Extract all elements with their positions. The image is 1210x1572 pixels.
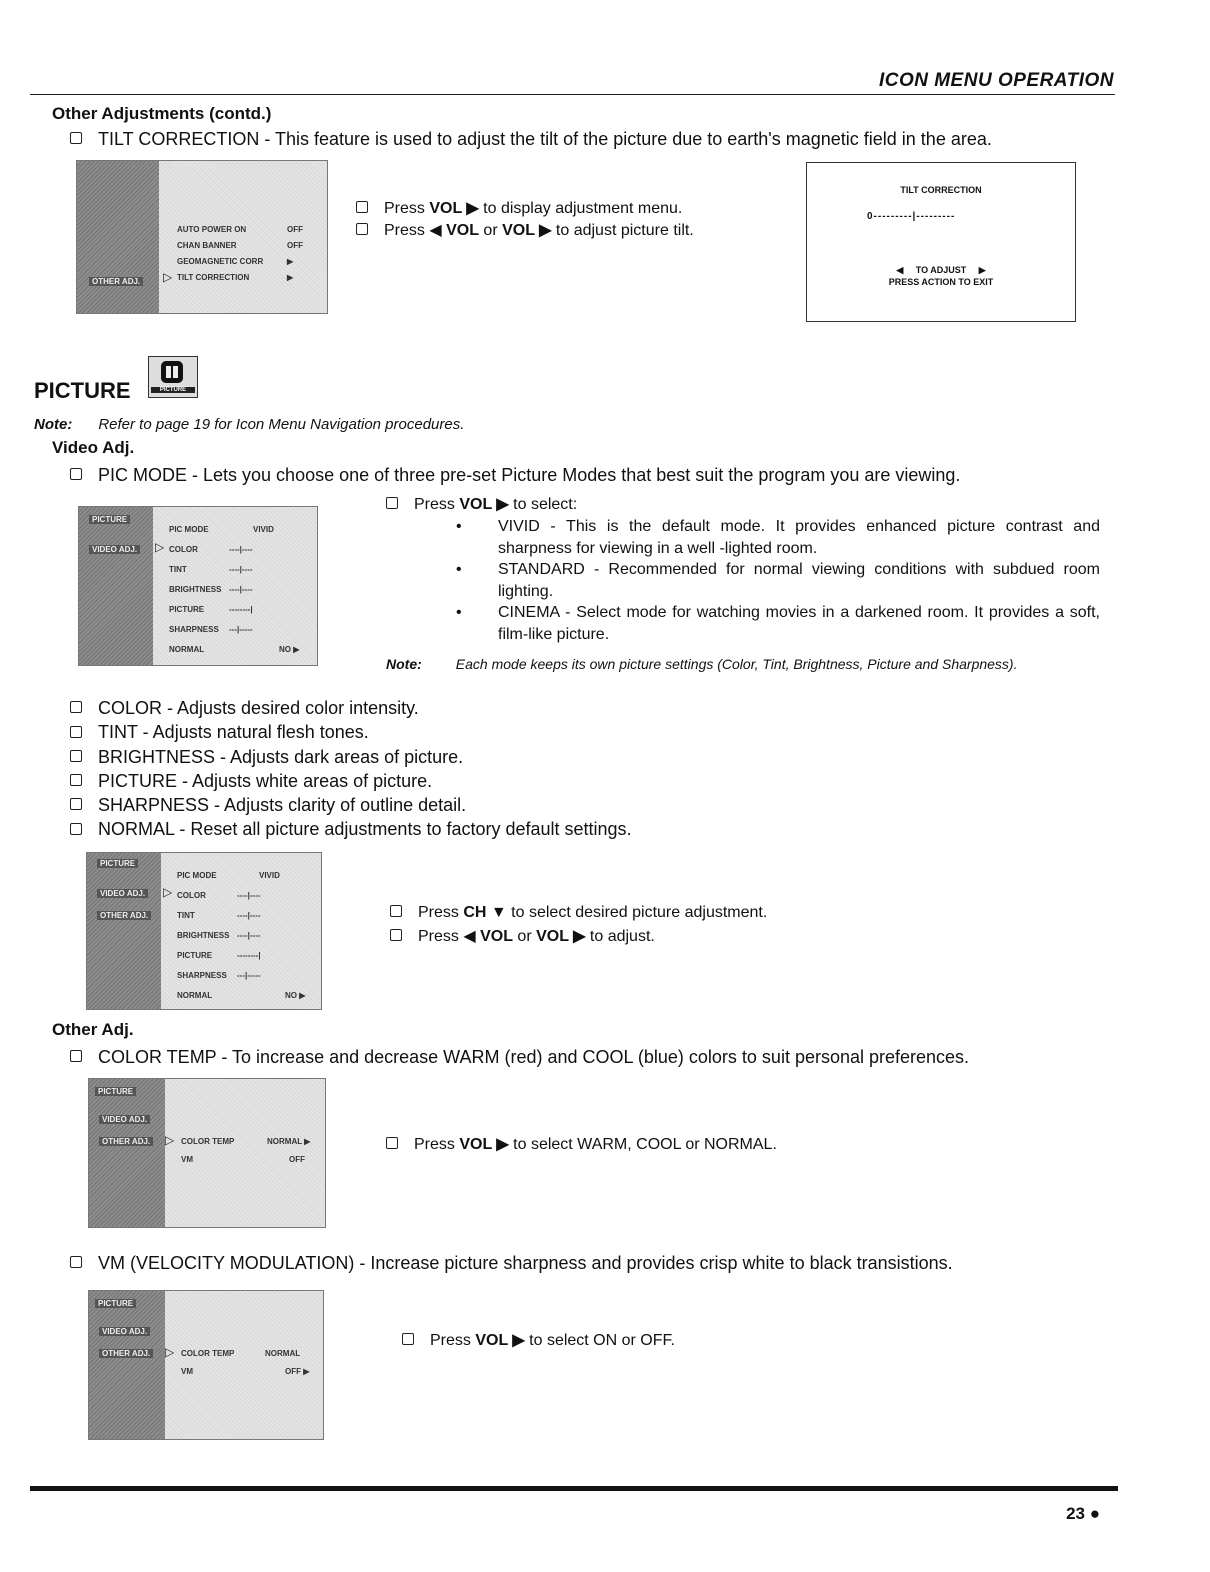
other-adjustments-heading: Other Adjustments (contd.) bbox=[52, 104, 272, 123]
menu-value: ▶ bbox=[287, 273, 294, 282]
other-adj-heading: Other Adj. bbox=[52, 1020, 134, 1039]
checkbox-icon bbox=[70, 774, 82, 786]
menu-value: NO ▶ bbox=[279, 645, 300, 654]
menu-item: TILT CORRECTION bbox=[177, 273, 250, 282]
checkbox-icon bbox=[390, 905, 402, 917]
menu-item: PICTURE bbox=[169, 605, 205, 614]
video-adj-heading: Video Adj. bbox=[52, 438, 135, 457]
adjust-item-normal: NORMAL - Reset all picture adjustments to factory default settings. bbox=[70, 817, 632, 841]
menu-item: COLOR TEMP bbox=[181, 1137, 235, 1146]
menu-item: COLOR TEMP bbox=[181, 1349, 235, 1358]
checkbox-icon bbox=[70, 468, 82, 480]
checkbox-icon bbox=[390, 929, 402, 941]
checkbox-icon bbox=[70, 823, 82, 835]
color-temp-item: COLOR TEMP - To increase and decrease WARM (red) and COOL (blue) colors to suit personal preferences. bbox=[70, 1046, 969, 1068]
vm-item: VM (VELOCITY MODULATION) - Increase picture sharpness and provides crisp white to black transistions. bbox=[70, 1252, 953, 1274]
menu-left-item: VIDEO ADJ. bbox=[97, 889, 148, 898]
mode-note: Note: Each mode keeps its own picture settings (Color, Tint, Brightness, Picture and Sharpness). bbox=[386, 656, 1018, 672]
vm-step: Press VOL ▶ to select ON or OFF. bbox=[402, 1330, 675, 1352]
adjustment-list bbox=[70, 696, 632, 842]
menu-left-item: VIDEO ADJ. bbox=[89, 545, 140, 554]
picture-adjust-screenshot bbox=[86, 852, 322, 1010]
menu-value: ---|----- bbox=[229, 625, 253, 634]
checkbox-icon bbox=[356, 223, 368, 235]
menu-left-item: VIDEO ADJ. bbox=[99, 1327, 150, 1336]
menu-value: NORMAL bbox=[265, 1349, 301, 1358]
header-rule bbox=[30, 94, 1115, 95]
checkbox-icon bbox=[70, 1050, 82, 1062]
tilt-menu-screenshot bbox=[76, 160, 328, 314]
mode-item-cinema: • CINEMA - Select mode for watching movies in a darkened room. It provides a soft, film-like picture. bbox=[456, 604, 1100, 643]
menu-item: PIC MODE bbox=[169, 525, 209, 534]
checkbox-icon bbox=[386, 497, 398, 509]
checkbox-icon bbox=[356, 201, 368, 213]
menu-value: OFF bbox=[287, 225, 303, 234]
checkbox-icon bbox=[402, 1333, 414, 1345]
menu-value: ----|---- bbox=[237, 931, 261, 940]
mode-list bbox=[456, 516, 1100, 645]
footer-rule bbox=[30, 1486, 1118, 1491]
cursor-arrow-icon: ▷ bbox=[155, 540, 165, 554]
tilt-step-1: Press VOL ▶ to display adjustment menu. bbox=[356, 198, 682, 220]
menu-left-item: OTHER ADJ. bbox=[97, 911, 151, 920]
menu-value: VIVID bbox=[259, 871, 280, 880]
menu-value: ---|----- bbox=[237, 971, 261, 980]
menu-tab: PICTURE bbox=[89, 515, 130, 524]
menu-item: PICTURE bbox=[177, 951, 213, 960]
menu-value: OFF ▶ bbox=[285, 1367, 310, 1376]
menu-value: ----|---- bbox=[229, 565, 253, 574]
menu-item: TINT bbox=[177, 911, 195, 920]
checkbox-icon bbox=[386, 1137, 398, 1149]
adjust-item-tint: TINT - Adjusts natural flesh tones. bbox=[70, 720, 632, 744]
adjust-item-brightness: BRIGHTNESS - Adjusts dark areas of picture. bbox=[70, 745, 632, 769]
menu-tab: PICTURE bbox=[97, 859, 138, 868]
section-header: ICON MENU OPERATION bbox=[878, 70, 1114, 91]
menu-item: VM bbox=[181, 1155, 193, 1164]
pic-mode-item: PIC MODE - Lets you choose one of three pre-set Picture Modes that best suit the program you are viewing. bbox=[70, 464, 960, 486]
menu-value: VIVID bbox=[253, 525, 274, 534]
adjust-item-picture: PICTURE - Adjusts white areas of picture. bbox=[70, 769, 632, 793]
menu-tab: PICTURE bbox=[95, 1087, 136, 1096]
checkbox-icon bbox=[70, 701, 82, 713]
menu-item: SHARPNESS bbox=[177, 971, 227, 980]
menu-item: PIC MODE bbox=[177, 871, 217, 880]
tilt-step-2: Press ◀ VOL or VOL ▶ to adjust picture tilt. bbox=[356, 220, 694, 242]
mode-item-standard: • STANDARD - Recommended for normal viewing conditions with subdued room lighting. bbox=[456, 561, 1100, 600]
adjust-item-sharpness: SHARPNESS - Adjusts clarity of outline detail. bbox=[70, 793, 632, 817]
menu-value: ----|---- bbox=[229, 545, 253, 554]
checkbox-icon bbox=[70, 726, 82, 738]
osd-title: TILT CORRECTION bbox=[900, 185, 982, 195]
icon-caption: PICTURE bbox=[151, 387, 195, 393]
menu-tab: PICTURE bbox=[95, 1299, 136, 1308]
osd-scale: 0---------|--------- bbox=[867, 211, 956, 222]
menu-value: ▶ bbox=[287, 257, 294, 266]
cursor-arrow-icon: ▷ bbox=[163, 270, 173, 284]
cursor-arrow-icon: ▷ bbox=[163, 885, 173, 899]
menu-item: BRIGHTNESS bbox=[177, 931, 230, 940]
menu-item: VM bbox=[181, 1367, 193, 1376]
picture-step-vol: Press ◀ VOL or VOL ▶ to adjust. bbox=[390, 926, 655, 948]
menu-item: NORMAL bbox=[177, 991, 213, 1000]
cursor-arrow-icon: ▷ bbox=[165, 1133, 175, 1147]
checkbox-icon bbox=[70, 132, 82, 144]
menu-item: SHARPNESS bbox=[169, 625, 219, 634]
color-temp-screenshot bbox=[88, 1078, 326, 1228]
tilt-correction-item: TILT CORRECTION - This feature is used to adjust the tilt of the picture due to earth's magnetic field in the area. bbox=[70, 128, 992, 150]
checkbox-icon bbox=[70, 798, 82, 810]
pic-mode-press-step: Press VOL ▶ to select: bbox=[386, 494, 577, 516]
color-temp-step: Press VOL ▶ to select WARM, COOL or NORMAL. bbox=[386, 1134, 777, 1156]
menu-item: COLOR bbox=[169, 545, 198, 554]
menu-item: GEOMAGNETIC CORR bbox=[177, 257, 264, 266]
picture-step-ch: Press CH ▼ to select desired picture adjustment. bbox=[390, 902, 767, 924]
menu-item: BRIGHTNESS bbox=[169, 585, 222, 594]
menu-item: COLOR bbox=[177, 891, 206, 900]
menu-value: OFF bbox=[287, 241, 303, 250]
menu-left-item: VIDEO ADJ. bbox=[99, 1115, 150, 1124]
picture-section-title: PICTURE bbox=[34, 378, 131, 403]
menu-value: --------| bbox=[229, 605, 253, 614]
checkbox-icon bbox=[70, 1256, 82, 1268]
page-number: 23 ● bbox=[1066, 1504, 1100, 1523]
mode-item-vivid: • VIVID - This is the default mode. It provides enhanced picture contrast and sharpness for viewing in a well -lighted room. bbox=[456, 518, 1100, 557]
menu-value: ----|---- bbox=[237, 891, 261, 900]
menu-item: CHAN BANNER bbox=[177, 241, 237, 250]
tilt-correction-osd bbox=[806, 162, 1076, 322]
menu-left-tab: OTHER ADJ. bbox=[89, 277, 143, 286]
osd-hint-adjust: ◀ TO ADJUST ▶ bbox=[896, 265, 986, 275]
checkbox-icon bbox=[70, 750, 82, 762]
pic-mode-screenshot bbox=[78, 506, 318, 666]
menu-left-item: OTHER ADJ. bbox=[99, 1137, 153, 1146]
adjust-item-color: COLOR - Adjusts desired color intensity. bbox=[70, 696, 632, 720]
menu-value: ----|---- bbox=[229, 585, 253, 594]
picture-menu-icon bbox=[148, 356, 198, 398]
menu-left-item: OTHER ADJ. bbox=[99, 1349, 153, 1358]
menu-item: AUTO POWER ON bbox=[177, 225, 247, 234]
menu-value: ----|---- bbox=[237, 911, 261, 920]
vm-screenshot bbox=[88, 1290, 324, 1440]
menu-value: NO ▶ bbox=[285, 991, 306, 1000]
menu-value: NORMAL ▶ bbox=[267, 1137, 311, 1146]
menu-item: TINT bbox=[169, 565, 187, 574]
menu-item: NORMAL bbox=[169, 645, 205, 654]
menu-value: OFF bbox=[289, 1155, 305, 1164]
navigation-note: Note: Refer to page 19 for Icon Menu Navigation procedures. bbox=[34, 416, 465, 433]
cursor-arrow-icon: ▷ bbox=[165, 1345, 175, 1359]
menu-value: --------| bbox=[237, 951, 261, 960]
osd-hint-exit: PRESS ACTION TO EXIT bbox=[888, 277, 994, 287]
